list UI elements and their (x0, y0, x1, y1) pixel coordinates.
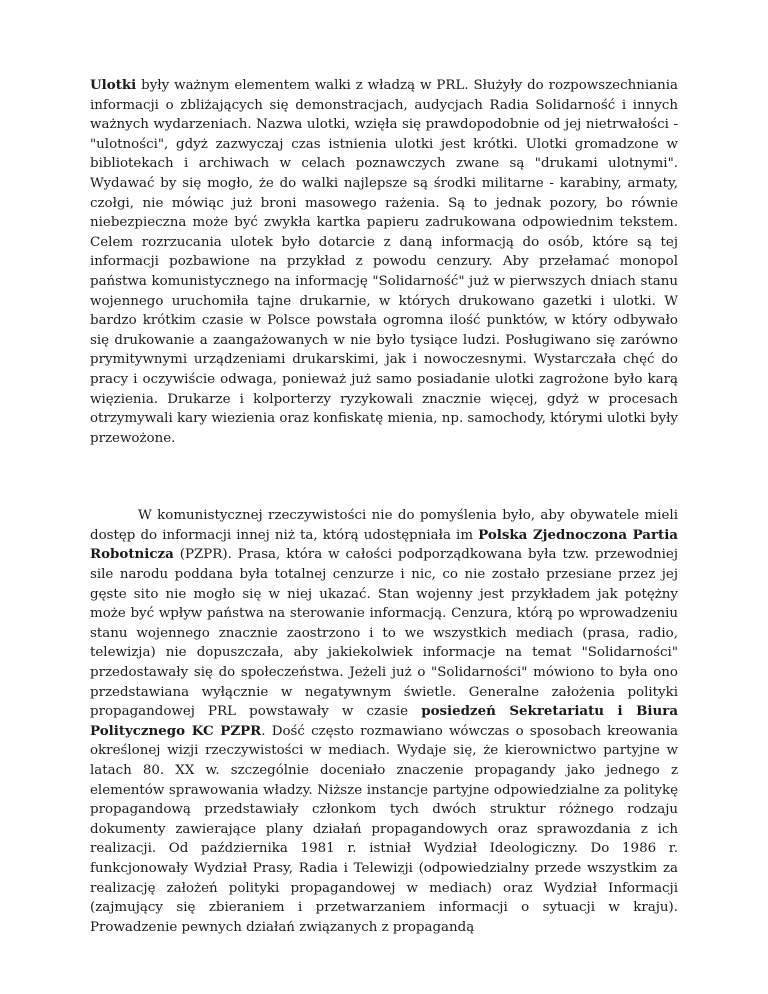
term-kc-pzpr: posiedzeń Sekretariatu i Biura Politycznego KC PZPR (90, 703, 678, 739)
paragraph-propaganda-text-c: . Dość często rozmawiano wówczas o sposobach kreowania określonej wizji rzeczywistości w mediach. Wydaje się, że kierownictwo partyjne w latach 80. XX w. szczególnie doceniało znaczenie propagandy jako jednego z elementów sprawowania władzy. Niższe instancje partyjne odpowiedzialne za politykę propagandową przedstawiały członkom tych dwóch struktur różnego rodzaju dokumenty zawierające plany działań propagandowych oraz sprawozdania z ich realizacji. Od października 1981 r. istniał Wydział Ideologiczny. Do 1986 r. funkcjonowały Wydział Prasy, Radia i Telewizji (odpowiedzialny przede wszystkim za realizację założeń polityki propagandowej w mediach) oraz Wydział Informacji (zajmujący się zbieraniem i przetwarzaniem informacji o sytuacji w kraju). Prowadzenie pewnych działań związanych z propagandą (90, 723, 678, 935)
term-ulotki: Ulotki (90, 77, 137, 93)
paragraph-ulotki (90, 76, 678, 448)
paragraph-propaganda-text-b: (PZPR). Prasa, która w całości podporządkowana była tzw. przewodniej sile narodu poddana była totalnej cenzurze i nic, co nie zostało przesiane przez jej gęste sito nie mogło się w niej ukazać. Stan wojenny jest przykładem jak potężny może być wpływ państwa na sterowanie informacją. Cenzura, którą po wprowadzeniu stanu wojennego znacznie zaostrzono i to we wszystkich mediach (prasa, radio, telewizja) nie dopuszczała, aby jakiekolwiek informacje na temat "Solidarności" przedostawały się do społeczeństwa. Jeżeli już o "Solidarności" mówiono to była ono przedstawiana wyłącznie w negatywnym świetle. Generalne założenia polityki propagandowej PRL powstawały w czasie (90, 547, 678, 720)
paragraph-ulotki-text: były ważnym elementem walki z władzą w PRL. Służyły do rozpowszechniania informacji o zbliżających się demonstracjach, audycjach Radia Solidarność i innych ważnych wydarzeniach. Nazwa ulotki, wzięła się prawdopodobnie od jej nietrwałości - "ulotności", gdyż zazwyczaj czas istnienia ulotki jest krótki. Ulotki gromadzone w bibliotekach i archiwach w celach poznawczych zwane są "drukami ulotnymi". Wydawać by się mogło, że do walki najlepsze są środki militarne - karabiny, armaty, czołgi, nie mówiąc już broni masowego rażenia. Są to jednak pozory, bo równie niebezpieczna może być zwykła kartka papieru zadrukowana odpowiednim tekstem. Celem rozrzucania ulotek było dotarcie z daną informacją do osób, które są tej informacji pozbawione na przykład z powodu cenzury. Aby przełamać monopol państwa komunistycznego na informację "Solidarność" już w pierwszych dniach stanu wojennego uruchomiła tajne drukarnie, w których drukowano gazetki i ulotki. W bardzo krótkim czasie w Polsce powstała ogromna ilość punktów, w który odbywało się drukowanie a zaangażowanych w nie było tysiące ludzi. Posługiwano się zarówno prymitywnymi urządzeniami drukarskimi, jak i nowoczesnymi. Wystarczała chęć do pracy i oczywiście odwaga, ponieważ już samo posiadanie ulotki zagrożone było karą więzienia. Drukarze i kolporterzy ryzykowali znacznie więcej, gdyż w procesach otrzymywali kary wiezienia oraz konfiskatę mienia, np. samochody, którymi ulotki były przewożone. (90, 78, 678, 446)
paragraph-propaganda-text-a: W komunistycznej rzeczywistości nie do pomyślenia było, aby obywatele mieli dostęp do informacji innej niż ta, którą udostępniała im (90, 508, 678, 543)
term-pzpr: Polska Zjednoczona Partia Robotnicza (90, 526, 678, 563)
paragraph-propaganda (90, 506, 678, 937)
